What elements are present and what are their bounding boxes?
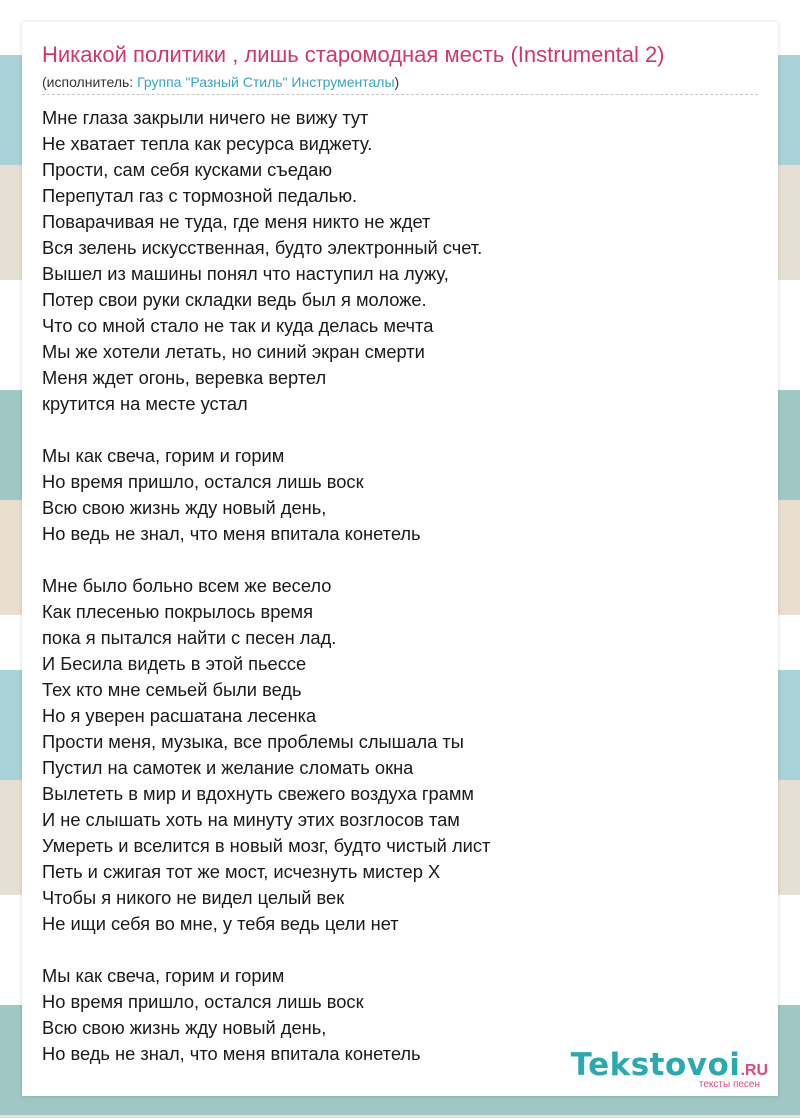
- site-logo[interactable]: [571, 1047, 768, 1090]
- song-title: Никакой политики , лишь старомодная месть (Instrumental 2): [42, 42, 665, 67]
- lyric-line: Перепутал газ с тормозной педалью.: [42, 185, 358, 206]
- stanza-gap: [42, 937, 490, 963]
- lyric-line: И Бесила видеть в этой пьессе: [42, 653, 307, 674]
- stanza-gap: [42, 417, 490, 443]
- lyrics-body: [42, 105, 490, 1067]
- title-divider: [42, 94, 758, 95]
- lyric-line: Умереть и вселится в новый мозг, будто чистый лист: [42, 835, 491, 856]
- lyric-line: Меня ждет огонь, веревка вертел: [42, 367, 327, 388]
- lyric-line: Тех кто мне семьей были ведь: [42, 679, 302, 700]
- lyric-line: Мы как свеча, горим и горим: [42, 445, 285, 466]
- artist-line: [42, 74, 399, 90]
- lyric-line: Не хватает тепла как ресурса виджету.: [42, 133, 373, 154]
- lyric-line: Чтобы я никого не видел целый век: [42, 887, 345, 908]
- lyric-line: Всю свою жизнь жду новый день,: [42, 497, 327, 518]
- lyric-line: Мы же хотели летать, но синий экран смерти: [42, 341, 425, 362]
- lyric-line: Пустил на самотек и желание сломать окна: [42, 757, 414, 778]
- lyric-line: Но время пришло, остался лишь воск: [42, 471, 364, 492]
- lyric-line: Поварачивая не туда, где меня никто не ждет: [42, 211, 431, 232]
- lyric-line: Потер свои руки складки ведь был я моложе.: [42, 289, 427, 310]
- lyric-line: Прости, сам себя кусками съедаю: [42, 159, 333, 180]
- lyric-line: Мне глаза закрыли ничего не вижу тут: [42, 107, 369, 128]
- logo-name: Tekstovoi: [570, 1047, 741, 1083]
- lyric-line: Что со мной стало не так и куда делась мечта: [42, 315, 434, 336]
- lyric-line: Но я уверен расшатана лесенка: [42, 705, 317, 726]
- lyric-line: Мне было больно всем же весело: [42, 575, 332, 596]
- lyric-line: крутится на месте устал: [42, 393, 248, 414]
- lyric-line: Но ведь не знал, что меня впитала конетель: [42, 523, 421, 544]
- artist-suffix: ): [394, 74, 400, 90]
- lyric-line: Но ведь не знал, что меня впитала конетель: [42, 1043, 421, 1064]
- artist-link[interactable]: Группа "Разный Стиль" Инструменталы: [137, 74, 395, 90]
- lyric-line: Не ищи себя во мне, у тебя ведь цели нет: [42, 913, 399, 934]
- lyric-line: Вся зелень искусственная, будто электронный счет.: [42, 237, 483, 258]
- lyric-line: пока я пытался найти с песен лад.: [42, 627, 337, 648]
- lyric-line: Мы как свеча, горим и горим: [42, 965, 285, 986]
- lyric-line: Но время пришло, остался лишь воск: [42, 991, 364, 1012]
- stanza-gap: [42, 547, 490, 573]
- lyric-line: Вылететь в мир и вдохнуть свежего воздуха грамм: [42, 783, 474, 804]
- logo-tld: .RU: [740, 1062, 768, 1079]
- artist-prefix: (исполнитель:: [42, 74, 138, 90]
- lyric-line: И не слышать хоть на минуту этих возглосов там: [42, 809, 460, 830]
- lyric-line: Прости меня, музыка, все проблемы слышала ты: [42, 731, 464, 752]
- lyrics-page: [22, 22, 778, 1096]
- lyric-line: Петь и сжигая тот же мост, исчезнуть мистер Х: [42, 861, 441, 882]
- lyric-line: Всю свою жизнь жду новый день,: [42, 1017, 327, 1038]
- lyric-line: Вышел из машины понял что наступил на лужу,: [42, 263, 449, 284]
- lyric-line: Как плесенью покрылось время: [42, 601, 314, 622]
- logo-tagline: тексты песен: [698, 1079, 760, 1090]
